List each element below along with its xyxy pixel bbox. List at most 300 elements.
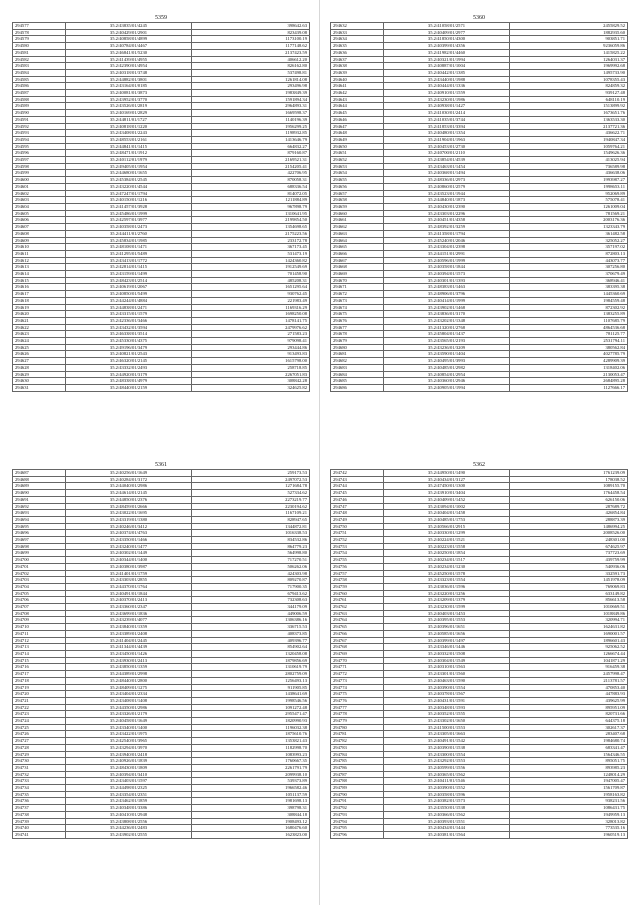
amount-cell: 370679.49 [510,271,628,278]
table-row [13,604,310,611]
table-row [13,731,310,738]
account-code-cell: 35.2/48108/01/1471 [65,244,191,251]
table-row [331,650,628,657]
amount-cell: 1698250.08 [192,311,310,318]
amount-cell: 575078.41 [510,197,628,204]
amount-cell: 1266674.44 [510,650,628,657]
row-id-cell: 294721 [13,697,66,704]
table-row [331,324,628,331]
table-row [13,384,310,391]
row-id-cell: 294720 [13,691,66,698]
table-row [13,116,310,123]
table-row [13,785,310,792]
row-id-cell: 294664 [331,237,384,244]
row-id-cell: 294578 [13,29,66,36]
amount-cell: 1451978.09 [510,577,628,584]
row-id-cell: 294649 [331,136,384,143]
table-row [13,617,310,624]
account-code-cell: 35.2/40566/01/2915 [383,523,509,530]
table-row [331,590,628,597]
row-id-cell: 294769 [331,650,384,657]
table-row [331,90,628,97]
account-code-cell: 35.2/41982/01/4460 [383,49,509,56]
amount-cell: 527334.62 [192,490,310,497]
row-id-cell: 294771 [331,664,384,671]
amount-cell: 2497072.53 [192,476,310,483]
account-code-cell: 35.2/40332/01/1508 [383,650,509,657]
account-code-cell: 35.2/40150/01/1216 [65,197,191,204]
amount-cell: 539373.89 [192,778,310,785]
account-code-cell: 35.2/43422/01/1975 [65,731,191,738]
account-code-cell: 35.2/40348/01/1593 [383,704,509,711]
account-code-cell: 35.2/43300/01/1554 [383,751,509,758]
account-code-cell: 35.2/44350/01/2986 [65,704,191,711]
table-row [331,224,628,231]
row-id-cell: 294599 [13,170,66,177]
amount-cell: 1127666.17 [510,384,628,391]
amount-cell: 1680476.60 [192,825,310,832]
table-row [331,604,628,611]
account-code-cell: 35.2/40396/01/1651 [383,624,509,631]
table-row [331,523,628,530]
row-id-cell: 294753 [331,543,384,550]
account-code-cell: 35.2/43220/01/1256 [383,590,509,597]
amount-cell: 248301.00 [510,537,628,544]
table-row [13,23,310,30]
row-id-cell: 294650 [331,143,384,150]
amount-cell: 1261009.04 [510,203,628,210]
table-row [331,364,628,371]
account-code-cell: 35.2/40938/01/1427 [383,103,509,110]
row-id-cell: 294707 [13,604,66,611]
account-code-cell: 35.2/46338/01/3514 [65,331,191,338]
account-code-cell: 35.2/43304/01/2398 [383,244,509,251]
amount-cell: 1940847.34 [510,136,628,143]
account-code-cell: 35.2/48906/01/3796 [383,291,509,298]
amount-cell: 2955471.47 [192,711,310,718]
amount-cell: 1320458.08 [192,650,310,657]
account-code-cell: 35.2/43230/01/1599 [383,604,509,611]
account-code-cell: 35.2/42336/01/3466 [65,317,191,324]
account-code-cell: 35.2/43699/01/1836 [65,610,191,617]
row-id-cell: 294630 [13,378,66,385]
table-row [13,217,310,224]
table-row [331,811,628,818]
amount-cell: 1947005.47 [510,778,628,785]
account-code-cell: 35.2/49196/01/3479 [65,344,191,351]
amount-cell: 2137423.59 [192,49,310,56]
account-code-cell: 35.2/40431/01/1591 [383,697,509,704]
table-row [13,704,310,711]
row-id-cell: 294788 [331,778,384,785]
row-id-cell: 294732 [13,771,66,778]
page-5359 [12,14,310,392]
amount-cell: 2169521.31 [192,157,310,164]
amount-cell: 413025.94 [510,157,628,164]
row-id-cell: 294621 [13,317,66,324]
account-code-cell: 35.2/43326/01/2179 [65,711,191,718]
table-row [331,470,628,477]
amount-cell: 1478141.75 [192,317,310,324]
data-table [330,469,628,839]
account-code-cell: 35.2/44411/01/2760 [65,230,191,237]
account-code-cell: 35.2/40434/01/1444 [383,825,509,832]
row-id-cell: 294622 [13,324,66,331]
row-id-cell: 294581 [13,49,66,56]
amount-cell: 1820990.93 [192,718,310,725]
row-id-cell: 294740 [13,825,66,832]
row-id-cell: 294762 [331,604,384,611]
table-row [331,378,628,385]
amount-cell: 436622.71 [510,130,628,137]
account-code-cell: 35.2/43550/01/1538 [383,805,509,812]
table-row [331,257,628,264]
amount-cell: 1256493.13 [192,677,310,684]
account-code-cell: 35.2/41344/01/4439 [65,644,191,651]
amount-cell: 826162.80 [192,63,310,70]
table-row [331,23,628,30]
account-code-cell: 35.2/40905/01/1994 [383,384,509,391]
row-id-cell: 294737 [13,805,66,812]
row-id-cell: 294701 [13,563,66,570]
row-id-cell: 294590 [13,110,66,117]
table-row [13,751,310,758]
table-row [13,291,310,298]
account-code-cell: 35.2/43590/01/1404 [383,351,509,358]
amount-cell: 893985.23 [510,764,628,771]
amount-cell: 1445360.69 [510,291,628,298]
row-id-cell: 294687 [13,470,66,477]
amount-cell: 823439.08 [192,29,310,36]
account-code-cell: 35.2/40284/01/3172 [65,476,191,483]
table-row [13,483,310,490]
row-id-cell: 294692 [13,503,66,510]
amount-cell: 1173100.19 [192,36,310,43]
table-row [331,630,628,637]
row-id-cell: 294709 [13,617,66,624]
row-id-cell: 294691 [13,496,66,503]
table-row [331,36,628,43]
account-code-cell: 35.2/40394/01/1573 [383,271,509,278]
data-table [330,22,628,392]
account-code-cell: 35.2/41404/01/2445 [65,637,191,644]
row-id-cell: 294643 [331,96,384,103]
table-row [331,210,628,217]
table-row [13,230,310,237]
row-id-cell: 294598 [13,163,66,170]
row-id-cell: 294783 [331,744,384,751]
account-code-cell: 35.2/40480/01/1354 [383,130,509,137]
account-code-cell: 35.2/44850/01/2376 [65,496,191,503]
table-row [331,230,628,237]
row-id-cell: 294768 [331,644,384,651]
account-code-cell: 35.2/40491/01/1542 [383,738,509,745]
amount-cell: 540936.06 [510,563,628,570]
amount-cell: 930762.45 [192,291,310,298]
account-code-cell: 35.2/48471/01/1912 [65,150,191,157]
table-row [13,183,310,190]
amount-cell: 336715.53 [192,624,310,631]
table-row [331,597,628,604]
account-code-cell: 35.2/41457/01/3928 [65,203,191,210]
amount-cell: 736589.98 [510,163,628,170]
account-code-cell: 35.2/43239/01/4077 [65,617,191,624]
table-row [13,470,310,477]
account-code-cell: 35.2/40410/01/2948 [65,811,191,818]
amount-cell: 1912549.69 [192,264,310,271]
account-code-cell: 35.2/44151/01/2991 [383,250,509,257]
table-row [13,523,310,530]
amount-cell: 302617.37 [510,724,628,731]
row-id-cell: 294661 [331,217,384,224]
amount-cell: 485208.31 [192,277,310,284]
amount-cell: 1624631.82 [510,624,628,631]
row-id-cell: 294672 [331,291,384,298]
table-row [331,550,628,557]
table-row [13,311,310,318]
row-id-cell: 294754 [331,550,384,557]
amount-cell: 1875610.76 [192,731,310,738]
account-code-cell: 35.2/40256/01/1649 [65,470,191,477]
row-id-cell: 294676 [331,317,384,324]
amount-cell: 1981698.13 [192,798,310,805]
row-id-cell: 294795 [331,825,384,832]
account-code-cell: 35.2/40318/01/3748 [65,69,191,76]
table-row [331,738,628,745]
row-id-cell: 294657 [331,190,384,197]
amount-cell: 1956299.25 [192,123,310,130]
page-number: 5360 [473,15,485,21]
account-code-cell: 35.2/40382/01/1573 [383,798,509,805]
row-id-cell: 294682 [331,358,384,365]
row-id-cell: 294744 [331,483,384,490]
table-row [331,56,628,63]
row-id-cell: 294719 [13,684,66,691]
amount-cell: 2137721.36 [510,123,628,130]
table-row [13,284,310,291]
row-id-cell: 294595 [13,143,66,150]
account-code-cell: 35.2/48430/01/1809 [65,764,191,771]
row-id-cell: 294597 [13,157,66,164]
table-row [13,825,310,832]
row-id-cell: 294765 [331,624,384,631]
account-code-cell: 35.2/43346/01/1446 [383,644,509,651]
row-id-cell: 294646 [331,116,384,123]
row-id-cell: 294660 [331,210,384,217]
amount-cell: 644375.18 [510,718,628,725]
account-code-cell: 35.2/40321/01/1994 [383,56,509,63]
row-id-cell: 294776 [331,697,384,704]
row-id-cell: 294607 [13,224,66,231]
account-code-cell: 35.2/48383/01/1463 [383,284,509,291]
account-code-cell: 35.2/40784/01/4467 [65,43,191,50]
row-id-cell: 294606 [13,217,66,224]
account-code-cell: 35.2/43164/01/0185 [65,83,191,90]
table-row [13,610,310,617]
amount-cell: 1424360.82 [192,257,310,264]
account-code-cell: 35.2/40910/01/1559 [383,90,509,97]
table-row [331,583,628,590]
table-row [13,69,310,76]
table-row [331,384,628,391]
table-row [331,610,628,617]
table-row [331,277,628,284]
table-row [13,364,310,371]
account-code-cell: 35.2/43526/01/2819 [65,103,191,110]
amount-cell: 307256.80 [510,264,628,271]
amount-cell: 398642.63 [192,23,310,30]
page-number: 5359 [155,15,167,21]
amount-cell: 664832.27 [192,143,310,150]
account-code-cell: 35.2/43850/01/1359 [65,664,191,671]
row-id-cell: 294637 [331,56,384,63]
table-row [331,331,628,338]
row-id-cell: 294627 [13,358,66,365]
table-row [13,277,310,284]
account-code-cell: 35.2/40399/01/1497 [383,637,509,644]
account-code-cell: 35.2/40224/01/1521 [383,537,509,544]
account-code-cell: 35.2/40430/01/2390 [383,203,509,210]
account-code-cell: 35.2/43323/01/1554 [383,577,509,584]
account-code-cell: 35.2/48459/01/2666 [65,503,191,510]
amount-cell: 1486994.25 [510,523,628,530]
account-code-cell: 35.2/41030/01/2414 [383,110,509,117]
row-id-cell: 294773 [331,677,384,684]
account-code-cell: 35.2/40700/01/2110 [383,150,509,157]
account-code-cell: 35.2/40619/01/2067 [65,284,191,291]
account-code-cell: 35.2/43315/01/1579 [65,311,191,318]
amount-cell: 1673651.76 [510,110,628,117]
amount-cell: 1966582.46 [192,785,310,792]
row-id-cell: 294716 [13,664,66,671]
account-code-cell: 35.2/40404/01/1458 [383,510,509,517]
row-id-cell: 294747 [331,503,384,510]
account-code-cell: 35.2/40250/01/1854 [383,550,509,557]
table-row [331,157,628,164]
table-row [331,677,628,684]
table-row [331,351,628,358]
table-row [13,203,310,210]
account-code-cell: 35.2/48392/01/3259 [383,224,509,231]
row-id-cell: 294601 [13,183,66,190]
amount-cell: 1086431.75 [510,805,628,812]
account-code-cell: 35.2/40850/01/5499 [65,291,191,298]
amount-cell: 1091272.48 [192,704,310,711]
table-row [13,90,310,97]
amount-cell: 773535.16 [510,825,628,832]
account-code-cell: 35.2/40234/01/1517 [383,557,509,564]
table-row [13,371,310,378]
account-code-cell: 35.2/43301/01/1560 [383,671,509,678]
amount-cell: 769069.83 [510,583,628,590]
amount-cell: 2457998.47 [510,671,628,678]
row-id-cell: 294696 [13,530,66,537]
account-code-cell: 35.2/43930/01/2413 [65,657,191,664]
account-code-cell: 35.2/40444/01/1336 [383,83,509,90]
amount-cell: 328013.82 [510,818,628,825]
table-row [13,324,310,331]
row-id-cell: 294586 [13,83,66,90]
table-row [13,711,310,718]
account-code-cell: 35.2/48440/01/2159 [65,384,191,391]
account-code-cell: 35.2/41358/01/1794 [383,230,509,237]
row-id-cell: 294685 [331,378,384,385]
row-id-cell: 294787 [331,771,384,778]
row-id-cell: 294718 [13,677,66,684]
amount-cell: 1591894.34 [192,96,310,103]
account-code-cell: 35.2/43332/01/2493 [65,364,191,371]
table-row [13,798,310,805]
table-row [331,557,628,564]
account-code-cell: 35.2/40599/01/1556 [383,764,509,771]
row-id-cell: 294648 [331,130,384,137]
row-id-cell: 294727 [13,738,66,745]
row-id-cell: 294724 [13,718,66,725]
table-row [331,818,628,825]
amount-cell: 925062.52 [510,644,628,651]
amount-cell: 2479976.62 [192,324,310,331]
table-row [13,163,310,170]
table-row [13,831,310,838]
amount-cell: 1413646.79 [192,136,310,143]
table-row [331,344,628,351]
table-row [331,684,628,691]
row-id-cell: 294693 [13,510,66,517]
table-row [13,738,310,745]
table-row [13,317,310,324]
row-id-cell: 294760 [331,590,384,597]
table-row [13,537,310,544]
row-id-cell: 294652 [331,157,384,164]
amount-cell: 426854.84 [510,510,628,517]
amount-cell: 1323343.79 [510,224,628,231]
table-row [331,657,628,664]
amount-cell: 324625.82 [192,384,310,391]
account-code-cell: 35.2/40246/01/3412 [65,523,191,530]
table-row [13,96,310,103]
amount-cell: 1438641.69 [192,691,310,698]
row-id-cell: 294761 [331,597,384,604]
table-row [331,731,628,738]
table-row [331,136,628,143]
row-id-cell: 294678 [331,331,384,338]
table-row [331,697,628,704]
amount-cell: 1344872.81 [192,523,310,530]
amount-cell: 1059764.21 [510,143,628,150]
row-id-cell: 294708 [13,610,66,617]
row-id-cell: 294659 [331,203,384,210]
account-code-cell: 35.2/40348/01/3386 [65,805,191,812]
account-code-cell: 35.2/43462/01/1859 [65,798,191,805]
account-code-cell: 35.2/41320/01/2768 [383,324,509,331]
account-code-cell: 35.2/40374/01/4763 [65,530,191,537]
table-row [331,217,628,224]
table-row [13,718,310,725]
amount-cell: 913493.83 [192,351,310,358]
row-id-cell: 294631 [13,384,66,391]
amount-cell: 1564346.55 [510,751,628,758]
account-code-cell: 35.2/43319/01/1380 [65,516,191,523]
row-id-cell: 294681 [331,351,384,358]
table-row [331,311,628,318]
amount-cell: 2113781.57 [510,677,628,684]
account-code-cell: 35.2/46841/01/5230 [65,49,191,56]
account-code-cell: 35.2/43450/01/1426 [65,650,191,657]
row-id-cell: 294596 [13,150,66,157]
account-code-cell: 35.2/40395/01/1553 [383,617,509,624]
account-code-cell: 35.2/41904/01/1963 [383,136,509,143]
amount-cell: 674625.97 [510,543,628,550]
